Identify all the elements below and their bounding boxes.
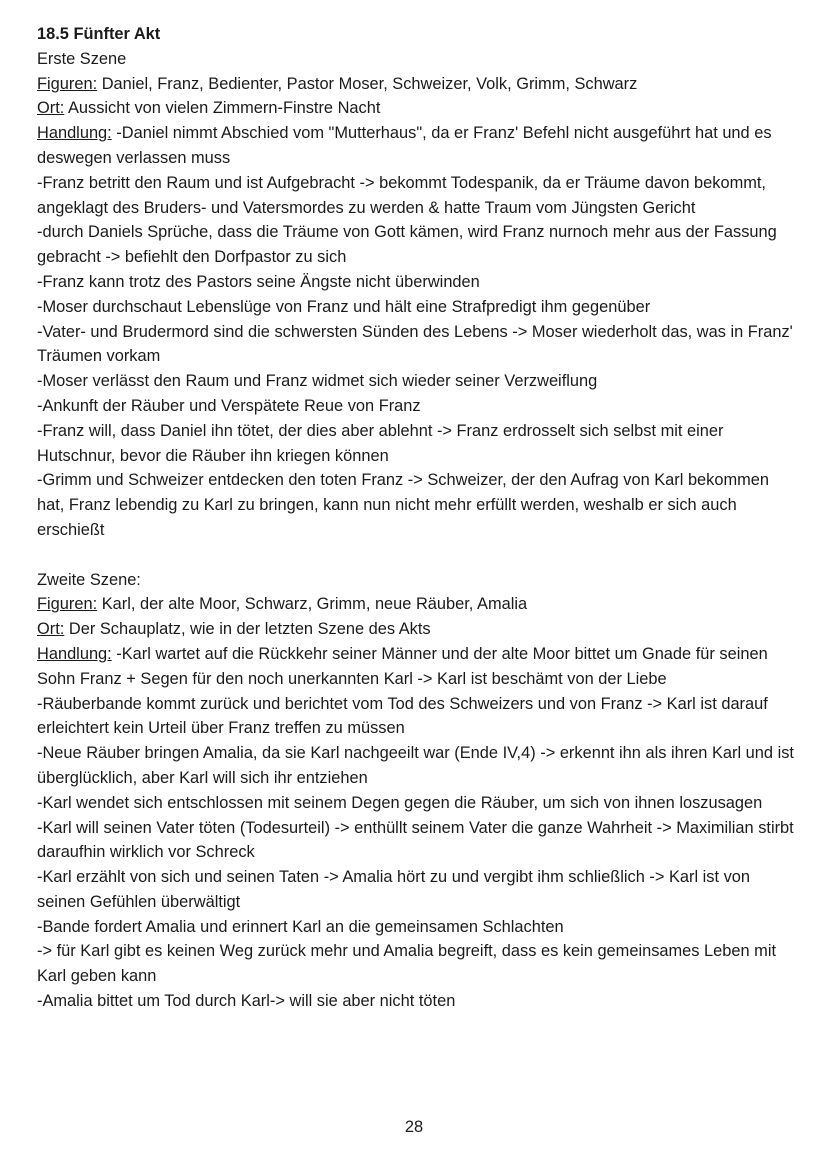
scene-1-point: -Franz betritt den Raum und ist Aufgebracht -> bekommt Todespanik, da er Träume davon bekommt, angeklagt des Bruders- und Vatersmordes zu werden & hatte Traum vom Jüngsten Gericht — [37, 173, 766, 217]
scene-2-point: -> für Karl gibt es keinen Weg zurück mehr und Amalia begreift, dass es kein gemeinsames Leben mit Karl geben kann — [37, 942, 777, 986]
scene-2-point: -Räuberbande kommt zurück und berichtet vom Tod des Schweizers und von Franz -> Karl ist darauf erleichtert kein Urteil über Franz treffen zu müssen — [37, 694, 768, 738]
scene-2-point: -Neue Räuber bringen Amalia, da sie Karl nachgeeilt war (Ende IV,4) -> erkennt ihn als ihren Karl und ist überglücklich, aber Karl will sich ihr entziehen — [37, 744, 794, 787]
scene-1-point: -Franz kann trotz des Pastors seine Ängste nicht überwinden — [37, 272, 480, 291]
page-number: 28 — [404, 1118, 424, 1136]
handlung-text: -Karl wartet auf die Rückkehr seiner Männer und der alte Moor bittet um Gnade für seinen Sohn Franz + Segen für den noch unerkannten Karl -> Karl ist beschämt von der Liebe — [37, 644, 768, 688]
scene-1-point: -Moser verlässt den Raum und Franz widmet sich wieder seiner Verzweiflung — [37, 372, 598, 391]
scene-2-point: -Karl erzählt von sich und seinen Taten -> Amalia hört zu und vergibt ihm schließlich -> Karl ist von seinen Gefühlen überwältigt — [37, 868, 751, 911]
scene-1-point: -Ankunft der Räuber und Verspätete Reue von Franz — [37, 396, 421, 415]
scene-1-title: Erste Szene — [37, 49, 127, 68]
scene-2-figuren — [37, 592, 797, 617]
ort-label: Ort: — [37, 620, 65, 639]
scene-2-point: -Karl will seinen Vater töten (Todesurteil) -> enthüllt seinem Vater die ganze Wahrheit -> Maximilian stirbt daraufhin wirklich vor Schreck — [37, 818, 794, 862]
scene-1-figuren — [37, 72, 797, 97]
handlung-text: -Daniel nimmt Abschied vom "Mutterhaus", da er Franz' Befehl nicht ausgeführt hat und es deswegen verlassen muss — [37, 124, 772, 167]
paragraph-gap — [37, 543, 797, 568]
scene-2-handlung — [37, 642, 797, 692]
scene-1-point: -Grimm und Schweizer entdecken den toten Franz -> Schweizer, der den Aufrag von Karl bekommen hat, Franz lebendig zu Karl zu bringen, kann nun nicht mehr erfüllt werden, weshalb er sich auch erschießt — [37, 471, 770, 539]
scene-1-ort — [37, 96, 797, 121]
figuren-text: Karl, der alte Moor, Schwarz, Grimm, neue Räuber, Amalia — [97, 595, 528, 614]
figuren-label: Figuren: — [37, 595, 98, 614]
scene-1-point: -Vater- und Brudermord sind die schwersten Sünden des Lebens -> Moser wiederholt das, was in Franz' Träumen vorkam — [37, 322, 793, 366]
handlung-label: Handlung: — [37, 124, 112, 143]
scene-1-point: -durch Daniels Sprüche, dass die Träume von Gott kämen, wird Franz nurnoch mehr aus der Fassung gebracht -> befiehlt den Dorfpastor zu sich — [37, 223, 777, 267]
document-page — [37, 22, 797, 1014]
handlung-label: Handlung: — [37, 644, 112, 663]
scene-1-point: -Franz will, dass Daniel ihn tötet, der dies aber ablehnt -> Franz erdrosselt sich selbst mit einer Hutschnur, bevor die Räuber ihn kriegen können — [37, 421, 724, 465]
scene-1-handlung — [37, 121, 797, 171]
scene-2-point: -Bande fordert Amalia und erinnert Karl an die gemeinsamen Schlachten — [37, 917, 564, 936]
ort-text: Aussicht von vielen Zimmern-Finstre Nacht — [64, 99, 381, 118]
section-heading: 18.5 Fünfter Akt — [37, 25, 161, 43]
scene-2-title: Zweite Szene: — [37, 570, 141, 589]
scene-2-point: -Amalia bittet um Tod durch Karl-> will sie aber nicht töten — [37, 992, 456, 1011]
scene-2-ort — [37, 617, 797, 642]
figuren-text: Daniel, Franz, Bedienter, Pastor Moser, Schweizer, Volk, Grimm, Schwarz — [97, 74, 638, 93]
ort-text: Der Schauplatz, wie in der letzten Szene des Akts — [64, 620, 431, 639]
ort-label: Ort: — [37, 99, 65, 118]
scene-1-point: -Moser durchschaut Lebenslüge von Franz und hält eine Strafpredigt ihm gegenüber — [37, 297, 651, 316]
scene-2-point: -Karl wendet sich entschlossen mit seinem Degen gegen die Räuber, um sich von ihnen loszusagen — [37, 793, 763, 812]
figuren-label: Figuren: — [37, 74, 98, 93]
